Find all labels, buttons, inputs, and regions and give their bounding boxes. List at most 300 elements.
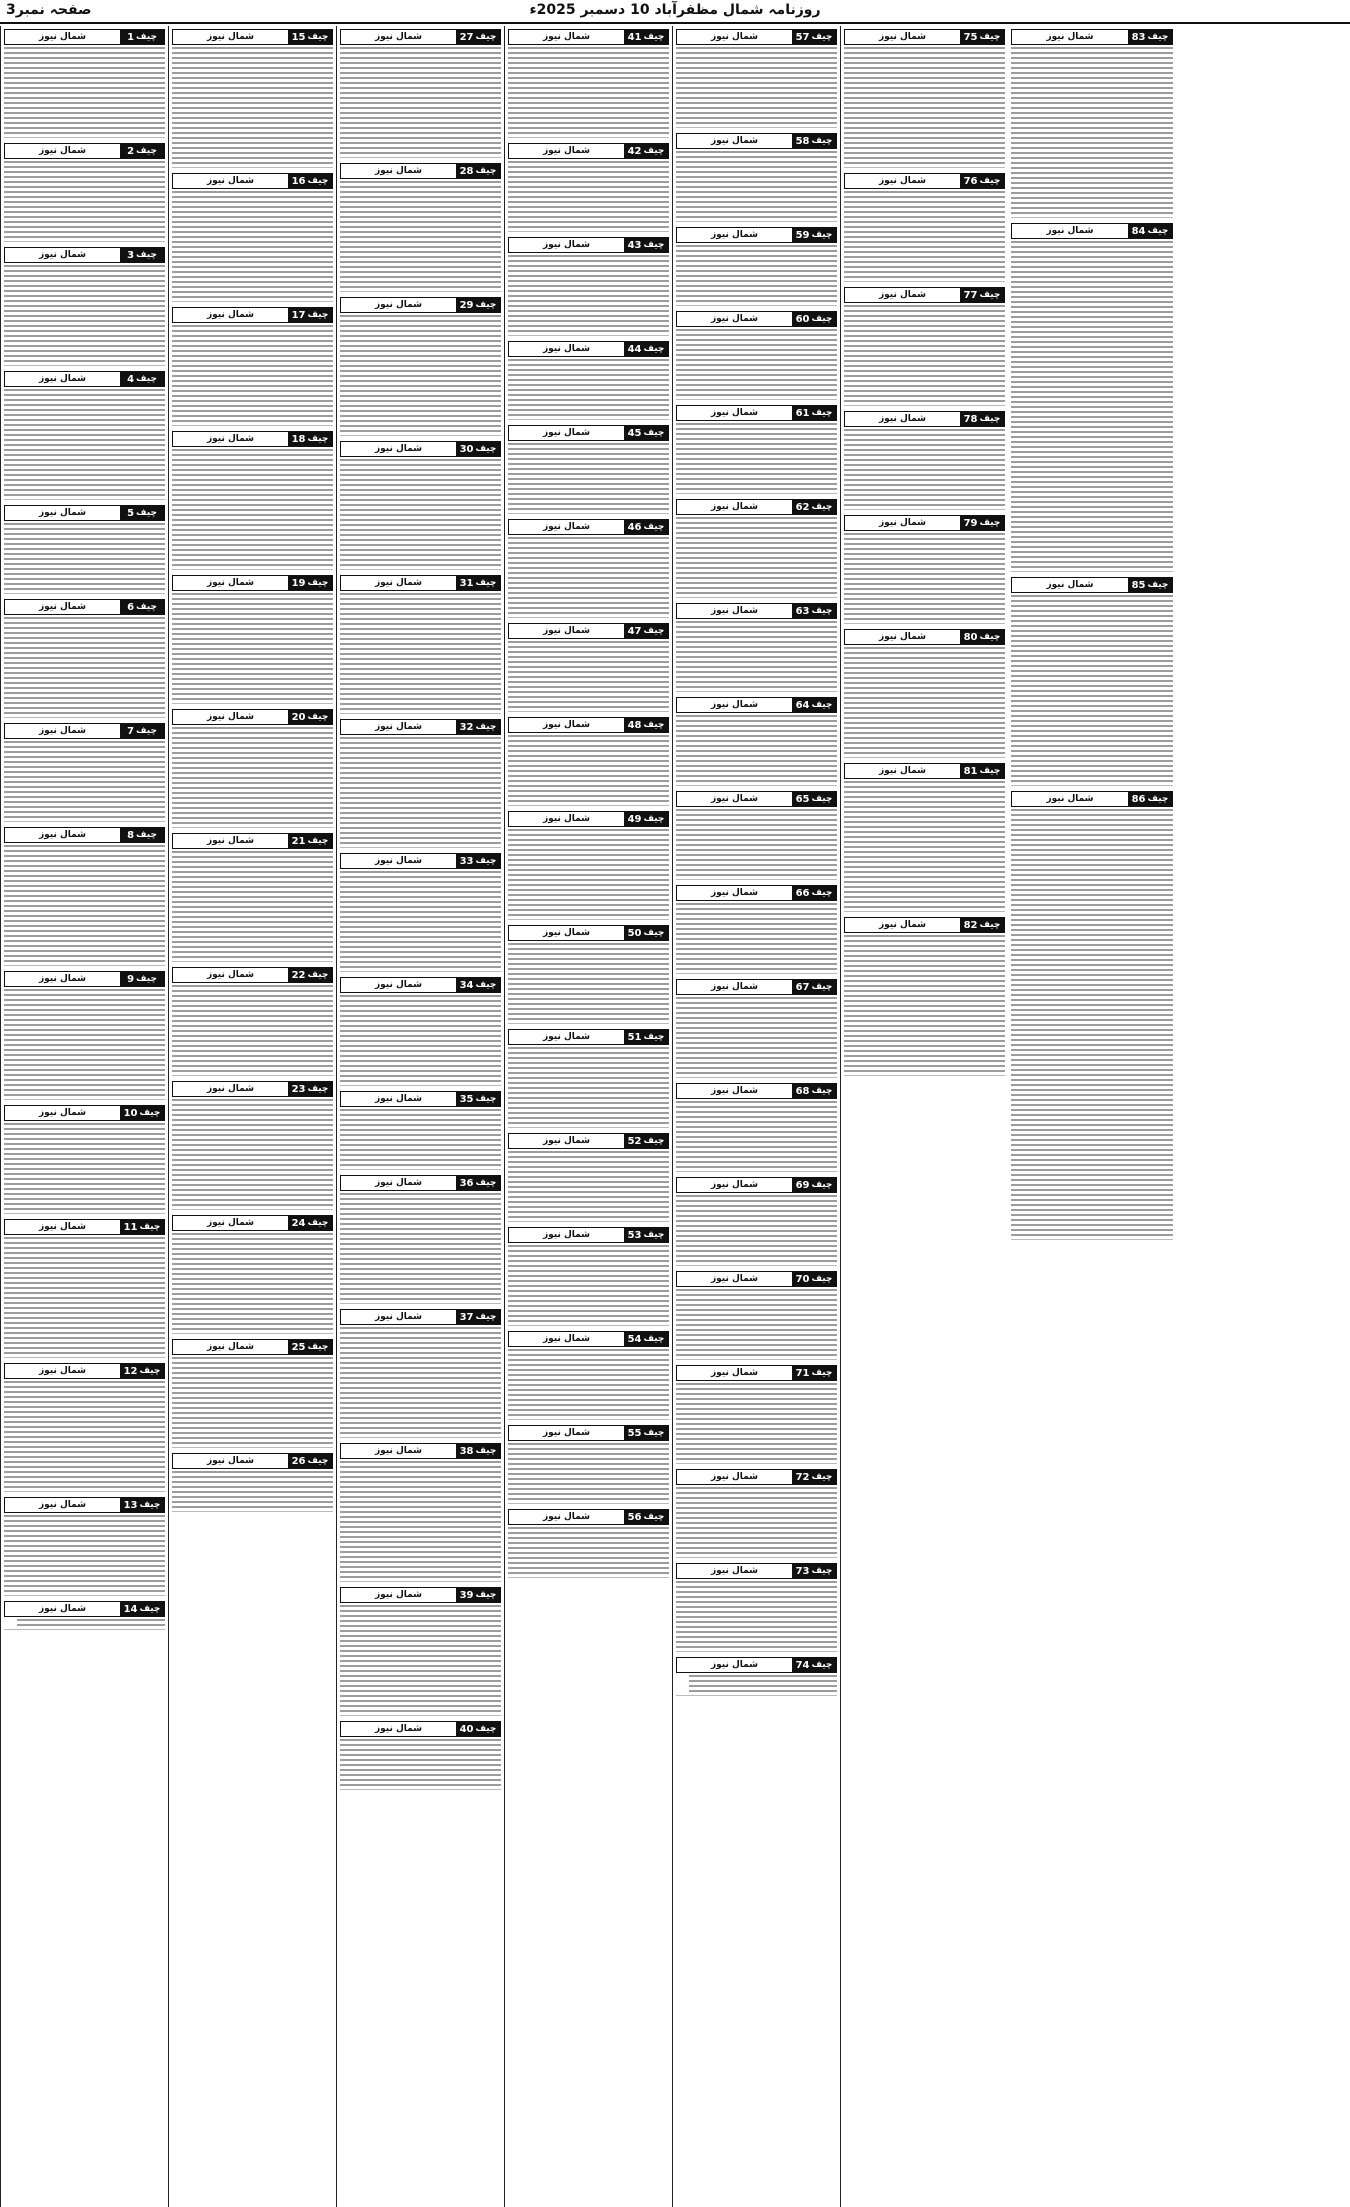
news-item-number: 42 — [627, 145, 642, 157]
news-item-body-text — [172, 593, 333, 703]
news-item-number: 46 — [627, 521, 642, 533]
news-item-section-title: شمال نیوز — [845, 918, 960, 932]
news-item-number-badge — [960, 288, 1004, 302]
news-item-number-badge — [120, 1364, 164, 1378]
news-item-label: چیف — [643, 1428, 665, 1438]
news-item-number-badge — [120, 1498, 164, 1512]
news-item-header — [4, 1497, 165, 1513]
news-item-section-title: شمال نیوز — [1012, 224, 1128, 238]
news-item — [172, 428, 333, 570]
news-item-body-text — [508, 641, 669, 711]
news-item-number-badge — [120, 972, 164, 986]
news-item-body-text — [4, 47, 165, 137]
news-item-section-title: شمال نیوز — [845, 174, 960, 188]
news-item-number: 25 — [291, 1341, 306, 1353]
news-item-section-title: شمال نیوز — [509, 520, 624, 534]
news-item — [4, 26, 165, 138]
news-item-number-badge — [624, 342, 668, 356]
news-item-label: چیف — [811, 794, 833, 804]
news-item — [340, 1088, 501, 1170]
news-item-body-text — [4, 1619, 165, 1629]
news-item-label: چیف — [307, 1342, 329, 1352]
news-item-label: چیف — [136, 146, 157, 156]
news-item-number-badge — [120, 1106, 164, 1120]
news-item-header — [508, 1509, 669, 1525]
news-item-header — [340, 1309, 501, 1325]
news-item-number: 19 — [291, 577, 306, 589]
news-item — [844, 914, 1005, 1076]
news-item — [4, 596, 165, 718]
news-item-label: چیف — [979, 632, 1001, 642]
news-item-label: چیف — [643, 1512, 665, 1522]
news-item-number: 86 — [1131, 793, 1146, 805]
news-item-body-text — [4, 523, 165, 593]
news-column — [504, 26, 672, 2207]
news-item-section-title: شمال نیوز — [173, 710, 288, 724]
news-item — [676, 1080, 837, 1172]
news-item-number: 83 — [1131, 31, 1146, 43]
news-item-number: 68 — [795, 1085, 810, 1097]
news-item-number: 56 — [627, 1511, 642, 1523]
news-item-number: 3 — [127, 249, 135, 261]
news-item-header — [4, 29, 165, 45]
news-item-header — [4, 723, 165, 739]
news-item — [340, 1172, 501, 1304]
news-item-section-title: شمال نیوز — [341, 1444, 456, 1458]
news-item-section-title: شمال نیوز — [5, 1220, 120, 1234]
news-item-label: چیف — [475, 166, 497, 176]
news-item-body-text — [172, 191, 333, 301]
news-item-number-badge — [120, 828, 164, 842]
news-item-body-text — [844, 305, 1005, 405]
news-item-label: چیف — [811, 888, 833, 898]
news-item-section-title: شمال نیوز — [509, 1426, 624, 1440]
news-item-number-badge — [288, 1216, 332, 1230]
news-item-number: 57 — [795, 31, 810, 43]
news-item — [844, 760, 1005, 912]
news-item-section-title: شمال نیوز — [173, 968, 288, 982]
news-item-number-badge — [120, 724, 164, 738]
news-item-body-text — [676, 245, 837, 305]
news-item-number: 6 — [127, 601, 135, 613]
news-item — [844, 170, 1005, 282]
news-item-header — [844, 287, 1005, 303]
news-item-body-text — [340, 1327, 501, 1437]
news-item-body-text — [340, 315, 501, 435]
news-item-body-text — [172, 1233, 333, 1333]
news-item-section-title: شمال نیوز — [341, 1722, 456, 1736]
news-item-header — [4, 247, 165, 263]
news-item-number: 47 — [627, 625, 642, 637]
news-item-number: 80 — [963, 631, 978, 643]
news-item-number: 1 — [127, 31, 135, 43]
news-item — [676, 130, 837, 222]
news-item-header — [172, 1215, 333, 1231]
news-item — [844, 284, 1005, 406]
news-item — [676, 1268, 837, 1360]
news-item-number: 4 — [127, 373, 135, 385]
news-item — [340, 160, 501, 292]
news-item-label: چیف — [307, 434, 329, 444]
news-item-number: 32 — [459, 721, 474, 733]
news-item-body-text — [340, 593, 501, 713]
news-item — [508, 140, 669, 232]
news-item-number-badge — [456, 720, 500, 734]
news-item-header — [172, 307, 333, 323]
news-column — [1008, 26, 1176, 2207]
news-item-header — [172, 1453, 333, 1469]
news-item-section-title: شمال نیوز — [509, 30, 624, 44]
news-item-number: 27 — [459, 31, 474, 43]
news-item-section-title: شمال نیوز — [1012, 578, 1128, 592]
news-item-label: چیف — [475, 1094, 497, 1104]
news-item-header — [676, 311, 837, 327]
news-item-header — [676, 1177, 837, 1193]
news-column — [336, 26, 504, 2207]
news-item-number: 28 — [459, 165, 474, 177]
news-item-body-text — [844, 533, 1005, 623]
news-item-number: 81 — [963, 765, 978, 777]
news-item-number: 9 — [127, 973, 135, 985]
news-item — [172, 572, 333, 704]
news-item-section-title: شمال نیوز — [173, 308, 288, 322]
news-item-body-text — [676, 809, 837, 879]
news-item-number: 67 — [795, 981, 810, 993]
news-item-section-title: شمال نیوز — [173, 30, 288, 44]
news-item-header — [340, 575, 501, 591]
news-item-label: چیف — [307, 836, 329, 846]
news-item-number-badge — [960, 30, 1004, 44]
news-item — [676, 976, 837, 1078]
news-item-body-text — [676, 1195, 837, 1265]
news-item-label: چیف — [136, 508, 157, 518]
news-item-label: چیف — [307, 32, 329, 42]
news-item — [1011, 788, 1173, 1240]
news-item-number-badge — [456, 1176, 500, 1190]
news-item-label: چیف — [139, 1366, 161, 1376]
news-item-header — [1011, 29, 1173, 45]
news-item-number: 63 — [795, 605, 810, 617]
news-item-number: 35 — [459, 1093, 474, 1105]
news-item-number-badge — [456, 442, 500, 456]
news-item-label: چیف — [307, 1084, 329, 1094]
news-item-body-text — [508, 47, 669, 137]
news-item-label: چیف — [475, 856, 497, 866]
news-item-number-badge — [792, 1564, 836, 1578]
news-item — [508, 1422, 669, 1504]
news-item — [340, 1584, 501, 1716]
news-item-number-badge — [792, 792, 836, 806]
news-item-number: 11 — [123, 1221, 138, 1233]
news-item-label: چیف — [475, 578, 497, 588]
news-item-body-text — [4, 617, 165, 717]
news-item-section-title: شمال نیوز — [5, 600, 120, 614]
news-item-header — [1011, 223, 1173, 239]
news-item — [676, 788, 837, 880]
news-item-body-text — [340, 871, 501, 971]
news-item-number: 54 — [627, 1333, 642, 1345]
news-item-body-text — [508, 1245, 669, 1325]
news-item-label: چیف — [643, 1032, 665, 1042]
news-item-number-badge — [960, 918, 1004, 932]
news-item-number: 30 — [459, 443, 474, 455]
news-item-number-badge — [288, 1454, 332, 1468]
news-item-header — [844, 173, 1005, 189]
news-item — [676, 1560, 837, 1652]
news-item — [340, 716, 501, 848]
news-item-header — [172, 29, 333, 45]
news-item-body-text — [172, 727, 333, 827]
news-item-body-text — [172, 851, 333, 961]
news-item-header — [844, 763, 1005, 779]
news-item-number-badge — [288, 834, 332, 848]
news-item-label: چیف — [979, 766, 1001, 776]
news-item-number: 43 — [627, 239, 642, 251]
news-item-section-title: شمال نیوز — [341, 1310, 456, 1324]
news-item-body-text — [676, 1101, 837, 1171]
news-item-body-text — [4, 1515, 165, 1595]
news-item-number-badge — [1128, 578, 1172, 592]
news-item-body-text — [676, 903, 837, 973]
news-item-header — [508, 1331, 669, 1347]
news-item — [676, 496, 837, 598]
news-item-header — [676, 227, 837, 243]
news-item-number: 23 — [291, 1083, 306, 1095]
news-item-header — [508, 811, 669, 827]
news-item-body-text — [340, 995, 501, 1085]
news-item-section-title: شمال نیوز — [5, 372, 120, 386]
news-item-number-badge — [792, 698, 836, 712]
news-item-number-badge — [624, 238, 668, 252]
news-item-header — [508, 237, 669, 253]
news-item-section-title: شمال نیوز — [677, 228, 792, 242]
news-item-body-text — [508, 829, 669, 919]
news-item-section-title: شمال نیوز — [677, 30, 792, 44]
news-item-number-badge — [792, 1658, 836, 1672]
news-item-label: چیف — [307, 310, 329, 320]
news-item-section-title: شمال نیوز — [677, 604, 792, 618]
news-item-label: چیف — [811, 700, 833, 710]
news-item-section-title: شمال نیوز — [341, 854, 456, 868]
news-item-number: 20 — [291, 711, 306, 723]
news-item-number-badge — [288, 30, 332, 44]
news-item-header — [676, 499, 837, 515]
news-item-number-badge — [120, 1602, 164, 1616]
news-item-label: چیف — [475, 980, 497, 990]
news-item-header — [676, 1083, 837, 1099]
news-item-label: چیف — [811, 1472, 833, 1482]
news-item-body-text — [340, 47, 501, 157]
news-item-number-badge — [624, 1426, 668, 1440]
news-item-header — [508, 519, 669, 535]
news-item-number-badge — [960, 174, 1004, 188]
news-item-body-text — [340, 459, 501, 569]
news-item-label: چیف — [643, 32, 665, 42]
news-item-number: 75 — [963, 31, 978, 43]
news-item-body-text — [508, 443, 669, 513]
news-item-section-title: شمال نیوز — [677, 1658, 792, 1672]
dateline: روزنامہ شمال مظفرآباد 10 دسمبر 2025ء — [529, 2, 821, 18]
news-item-section-title: شمال نیوز — [341, 30, 456, 44]
news-item-number: 51 — [627, 1031, 642, 1043]
news-item-section-title: شمال نیوز — [5, 506, 120, 520]
news-item-body-text — [676, 1675, 837, 1695]
news-item-header — [4, 971, 165, 987]
news-item-number: 13 — [123, 1499, 138, 1511]
news-item — [676, 1174, 837, 1266]
news-item-label: چیف — [475, 32, 497, 42]
news-item — [508, 1328, 669, 1420]
page-number: صفحہ نمبر3 — [6, 2, 92, 18]
news-item-label: چیف — [136, 374, 157, 384]
news-item-section-title: شمال نیوز — [677, 500, 792, 514]
news-item-number: 29 — [459, 299, 474, 311]
news-item — [508, 808, 669, 920]
news-item-number-badge — [792, 312, 836, 326]
news-item-number: 64 — [795, 699, 810, 711]
news-item-section-title: شمال نیوز — [845, 516, 960, 530]
news-item-number-badge — [456, 1092, 500, 1106]
news-item-header — [172, 1339, 333, 1355]
news-item-header — [508, 623, 669, 639]
news-item-label: چیف — [643, 928, 665, 938]
news-item-body-text — [508, 255, 669, 335]
news-item-body-text — [172, 985, 333, 1075]
news-item-section-title: شمال نیوز — [5, 248, 120, 262]
news-item-header — [676, 405, 837, 421]
news-item — [4, 968, 165, 1100]
news-item-label: چیف — [811, 32, 833, 42]
news-item-header — [340, 1721, 501, 1737]
news-item-header — [340, 977, 501, 993]
news-item-body-text — [676, 621, 837, 691]
news-item — [676, 1362, 837, 1464]
news-item-label: چیف — [643, 522, 665, 532]
news-item-header — [508, 29, 669, 45]
news-item-header — [676, 1271, 837, 1287]
news-item-label: چیف — [979, 518, 1001, 528]
news-item-number-badge — [1128, 30, 1172, 44]
news-item-section-title: شمال نیوز — [509, 1228, 624, 1242]
news-item-label: چیف — [136, 830, 157, 840]
news-item-label: چیف — [307, 578, 329, 588]
news-item-label: چیف — [811, 606, 833, 616]
news-item — [508, 922, 669, 1024]
news-item-body-text — [676, 151, 837, 221]
news-item-section-title: شمال نیوز — [173, 834, 288, 848]
news-item-section-title: شمال نیوز — [677, 792, 792, 806]
news-item-body-text — [4, 1123, 165, 1213]
news-item-section-title: شمال نیوز — [677, 698, 792, 712]
news-item-body-text — [4, 1381, 165, 1491]
news-item-number-badge — [288, 174, 332, 188]
news-item-number: 15 — [291, 31, 306, 43]
news-item-label: چیف — [307, 970, 329, 980]
news-item-section-title: شمال نیوز — [677, 1564, 792, 1578]
news-item-label: چیف — [979, 920, 1001, 930]
news-item-number: 84 — [1131, 225, 1146, 237]
news-item-number: 66 — [795, 887, 810, 899]
news-item-section-title: شمال نیوز — [5, 828, 120, 842]
news-item-body-text — [844, 191, 1005, 281]
news-item-number-badge — [288, 1082, 332, 1096]
news-item-label: چیف — [643, 1230, 665, 1240]
news-item-number: 7 — [127, 725, 135, 737]
news-item-number: 72 — [795, 1471, 810, 1483]
news-item-header — [172, 967, 333, 983]
news-item-section-title: شمال نیوز — [677, 1470, 792, 1484]
news-item-section-title: شمال نیوز — [173, 1082, 288, 1096]
news-item-section-title: شمال نیوز — [173, 1340, 288, 1354]
news-item-header — [676, 885, 837, 901]
news-item — [508, 422, 669, 514]
news-item — [172, 304, 333, 426]
news-item-number-badge — [288, 710, 332, 724]
news-item-header — [844, 411, 1005, 427]
news-item-number-badge — [792, 1084, 836, 1098]
news-item-body-text — [1011, 595, 1173, 785]
news-item — [4, 368, 165, 500]
news-item-header — [508, 341, 669, 357]
news-item-header — [676, 697, 837, 713]
news-item-number-badge — [288, 1340, 332, 1354]
news-item-section-title: شمال نیوز — [509, 426, 624, 440]
news-column — [840, 26, 1008, 2207]
news-item-number-badge — [792, 500, 836, 514]
news-item — [508, 620, 669, 712]
news-item — [340, 294, 501, 436]
news-item-section-title: شمال نیوز — [509, 812, 624, 826]
news-item — [844, 408, 1005, 510]
news-item — [172, 1450, 333, 1512]
news-item-number-badge — [456, 978, 500, 992]
news-item-header — [676, 1563, 837, 1579]
news-item-number: 10 — [123, 1107, 138, 1119]
news-item-number: 62 — [795, 501, 810, 513]
news-item-header — [676, 1657, 837, 1673]
news-item-header — [508, 1029, 669, 1045]
news-item-body-text — [172, 47, 333, 167]
news-item-section-title: شمال نیوز — [677, 406, 792, 420]
news-item — [676, 26, 837, 128]
news-item-section-title: شمال نیوز — [509, 1030, 624, 1044]
news-item-section-title: شمال نیوز — [341, 576, 456, 590]
news-item-section-title: شمال نیوز — [5, 1498, 120, 1512]
news-item-section-title: شمال نیوز — [845, 288, 960, 302]
news-item-header — [844, 515, 1005, 531]
news-item-number-badge — [456, 30, 500, 44]
news-item-number-badge — [960, 630, 1004, 644]
news-item-section-title: شمال نیوز — [677, 1178, 792, 1192]
news-item-section-title: شمال نیوز — [509, 1510, 624, 1524]
news-item-section-title: شمال نیوز — [509, 926, 624, 940]
news-item-header — [340, 163, 501, 179]
news-item — [4, 1102, 165, 1214]
news-item-label: چیف — [979, 290, 1001, 300]
news-item — [508, 714, 669, 806]
news-item-body-text — [844, 935, 1005, 1075]
news-item-header — [508, 143, 669, 159]
news-item-number: 79 — [963, 517, 978, 529]
news-item-number: 60 — [795, 313, 810, 325]
news-item-number-badge — [1128, 792, 1172, 806]
news-item-body-text — [508, 1527, 669, 1577]
news-item-body-text — [844, 429, 1005, 509]
news-item-number-badge — [456, 1588, 500, 1602]
news-item-number-badge — [792, 1366, 836, 1380]
news-item-label: چیف — [811, 1566, 833, 1576]
news-item-number-badge — [792, 980, 836, 994]
